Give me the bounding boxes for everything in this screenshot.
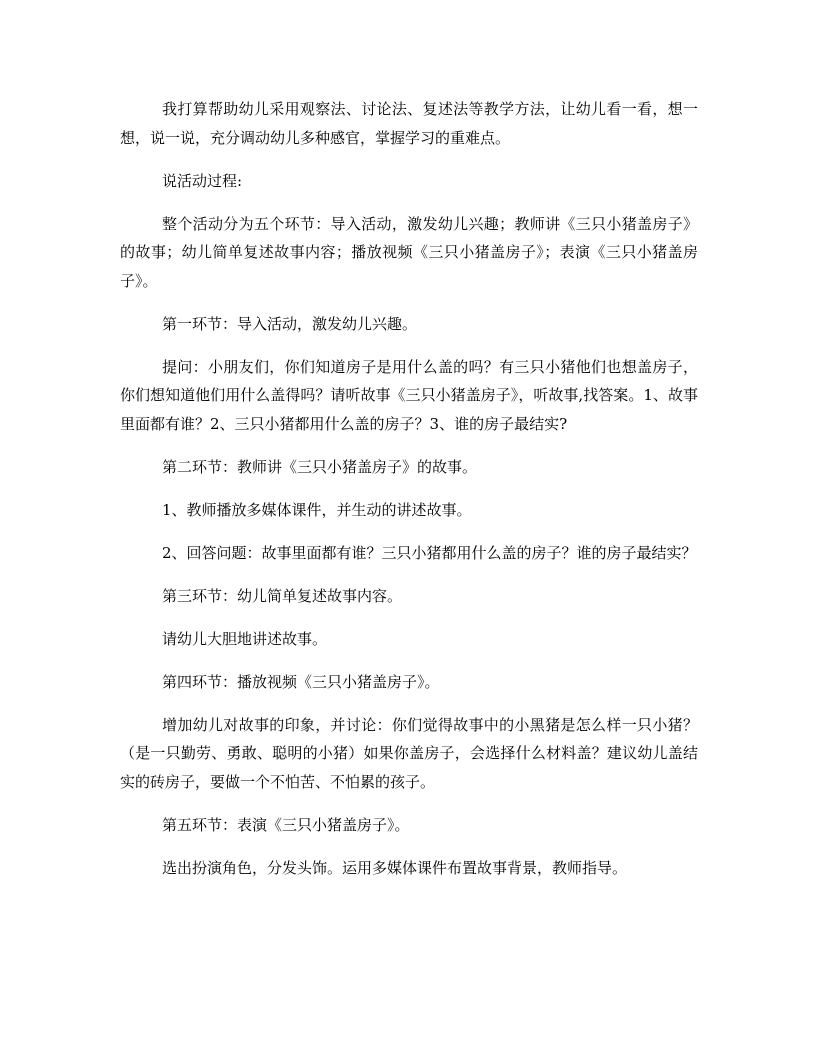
- paragraph-step-one-questions: 提问：小朋友们，你们知道房子是用什么盖的吗？有三只小猪他们也想盖房子，你们想知道他们用什么盖得吗？请听故事《三只小猪盖房子》，听故事,找答案。1、故事里面都有谁？2、三只小猪都用什么盖的房子？3、谁的房子最结实?: [120, 357, 698, 433]
- paragraph-step-two-heading: 第二环节：教师讲《三只小猪盖房子》的故事。: [162, 457, 478, 476]
- paragraph-step-five-heading: 第五环节：表演《三只小猪盖房子》。: [162, 815, 410, 834]
- paragraph-teaching-methods: 我打算帮助幼儿采用观察法、讨论法、复述法等教学方法，让幼儿看一看，想一想，说一说，充分调动幼儿多种感官，掌握学习的重难点。: [120, 100, 698, 147]
- paragraph-step-three-heading: 第三环节：幼儿简单复述故事内容。: [162, 586, 403, 605]
- paragraph-process-heading: 说活动过程:: [162, 171, 243, 190]
- paragraph-overview: 整个活动分为五个环节：导入活动，激发幼儿兴趣；教师讲《三只小猪盖房子》的故事；幼儿简单复述故事内容；播放视频《三只小猪盖房子》；表演《三只小猪盖房子》。: [120, 214, 698, 290]
- paragraph-step-five-body: 选出扮演角色，分发头饰。运用多媒体课件布置故事背景，教师指导。: [162, 858, 628, 877]
- paragraph-step-two-item-two: 2、回答问题：故事里面都有谁？三只小猪都用什么盖的房子？谁的房子最结实？: [162, 543, 697, 562]
- paragraph-step-four-body: 增加幼儿对故事的印象，并讨论：你们觉得故事中的小黑猪是怎么样一只小猪？（是一只勤劳、勇敢、聪明的小猪）如果你盖房子，会选择什么材料盖？建议幼儿盖结实的砖房子，要做一个不怕苦、不怕累的孩子。: [120, 715, 698, 791]
- paragraph-step-three-body: 请幼儿大胆地讲述故事。: [162, 629, 328, 648]
- paragraph-step-two-item-one: 1、教师播放多媒体课件，并生动的讲述故事。: [162, 500, 472, 519]
- document-body: [120, 95, 698, 897]
- paragraph-step-one-heading: 第一环节：导入活动，激发幼儿兴趣。: [162, 314, 418, 333]
- paragraph-step-four-heading: 第四环节：播放视频《三只小猪盖房子》。: [162, 672, 440, 691]
